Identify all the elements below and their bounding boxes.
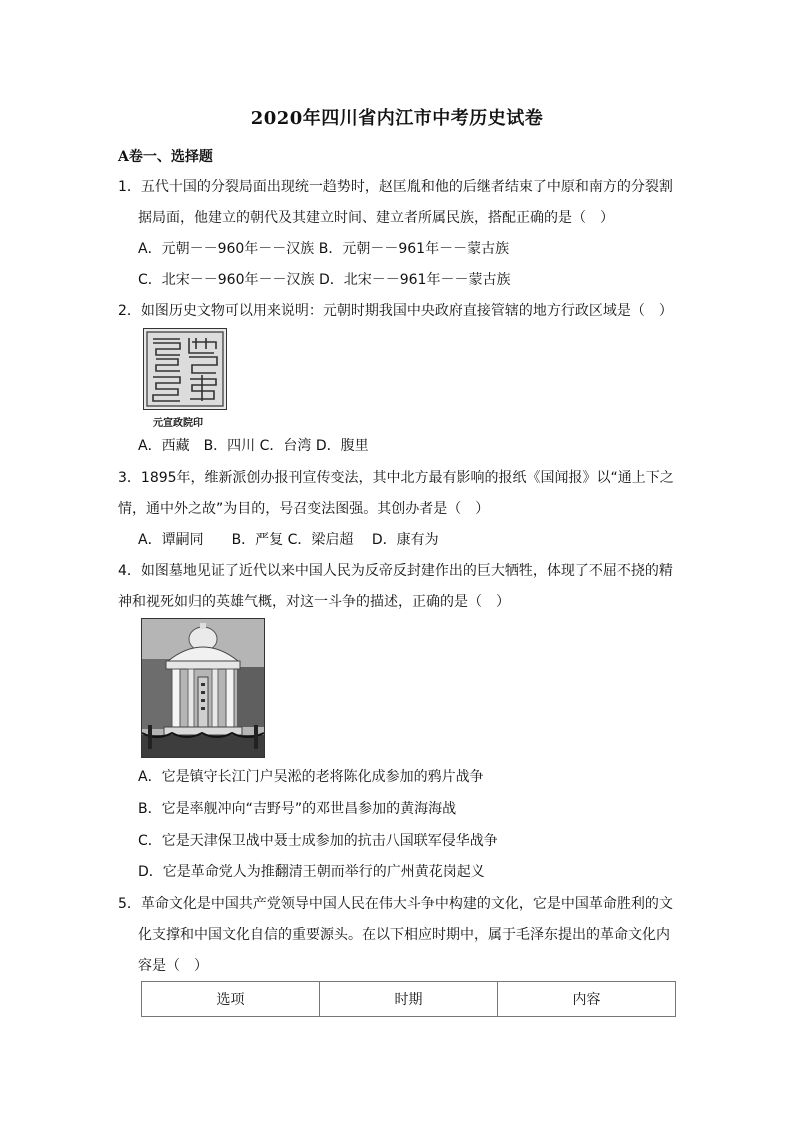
- table-header-cell: 时期: [320, 982, 498, 1017]
- seal-image: [143, 328, 227, 410]
- q1-options-cd: C．北宋－－960年－－汉族 D．北宋－－961年－－蒙古族: [138, 272, 511, 288]
- q3-stem-line2: 情，通中外之故”为目的，号召变法图强。其创办者是（ ）: [118, 501, 490, 517]
- seal-caption: 元宣政院印: [153, 418, 203, 429]
- q1-options-ab: A．元朝－－960年－－汉族 B．元朝－－961年－－蒙古族: [138, 241, 510, 257]
- page-title: 2020年四川省内江市中考历史试卷: [250, 108, 544, 129]
- table-header-cell: 内容: [498, 982, 676, 1017]
- q4-option-a: A．它是镇守长江门户吴淞的老将陈化成参加的鸦片战争: [138, 769, 484, 785]
- q3-options: A．谭嗣同 B．严复 C．梁启超 D．康有为: [138, 532, 439, 548]
- q1-stem-line2: 据局面，他建立的朝代及其建立时间、建立者所属民族，搭配正确的是（ ）: [138, 210, 614, 226]
- q4-stem-line1: 4．如图墓地见证了近代以来中国人民为反帝反封建作出的巨大牺牲，体现了不屈不挠的精: [118, 563, 673, 579]
- q1-stem-line1: 1．五代十国的分裂局面出现统一趋势时，赵匡胤和他的后继者结束了中原和南方的分裂割: [118, 179, 673, 195]
- table-header-row: [142, 982, 676, 1017]
- q3-stem-line1: 3．1895年，维新派创办报刊宣传变法，其中北方最有影响的报纸《国闻报》以“通上下之: [118, 470, 674, 486]
- q5-table: [141, 981, 676, 1017]
- q5-stem-line3: 容是（ ）: [138, 958, 208, 974]
- q4-option-b: B．它是率舰冲向“吉野号”的邓世昌参加的黄海海战: [138, 801, 457, 817]
- table-header-cell: 选项: [142, 982, 320, 1017]
- q2-stem-line1: 2．如图历史文物可以用来说明：元朝时期我国中央政府直接管辖的地方行政区域是（ ）: [118, 303, 673, 319]
- q4-option-c: C．它是天津保卫战中聂士成参加的抗击八国联军侵华战争: [138, 833, 498, 849]
- q5-stem-line2: 化支撑和中国文化自信的重要源头。在以下相应时期中，属于毛泽东提出的革命文化内: [138, 927, 670, 943]
- memorial-photo: [141, 618, 265, 758]
- q4-stem-line2: 神和视死如归的英雄气概，对这一斗争的描述，正确的是（ ）: [118, 594, 510, 610]
- q5-stem-line1: 5．革命文化是中国共产党领导中国人民在伟大斗争中构建的文化，它是中国革命胜利的文: [118, 896, 673, 912]
- q4-option-d: D．它是革命党人为推翻清王朝而举行的广州黄花岗起义: [138, 864, 485, 880]
- q2-options: A．西藏 B．四川 C．台湾 D．腹里: [138, 438, 369, 454]
- section-heading: A卷一、选择题: [118, 149, 213, 165]
